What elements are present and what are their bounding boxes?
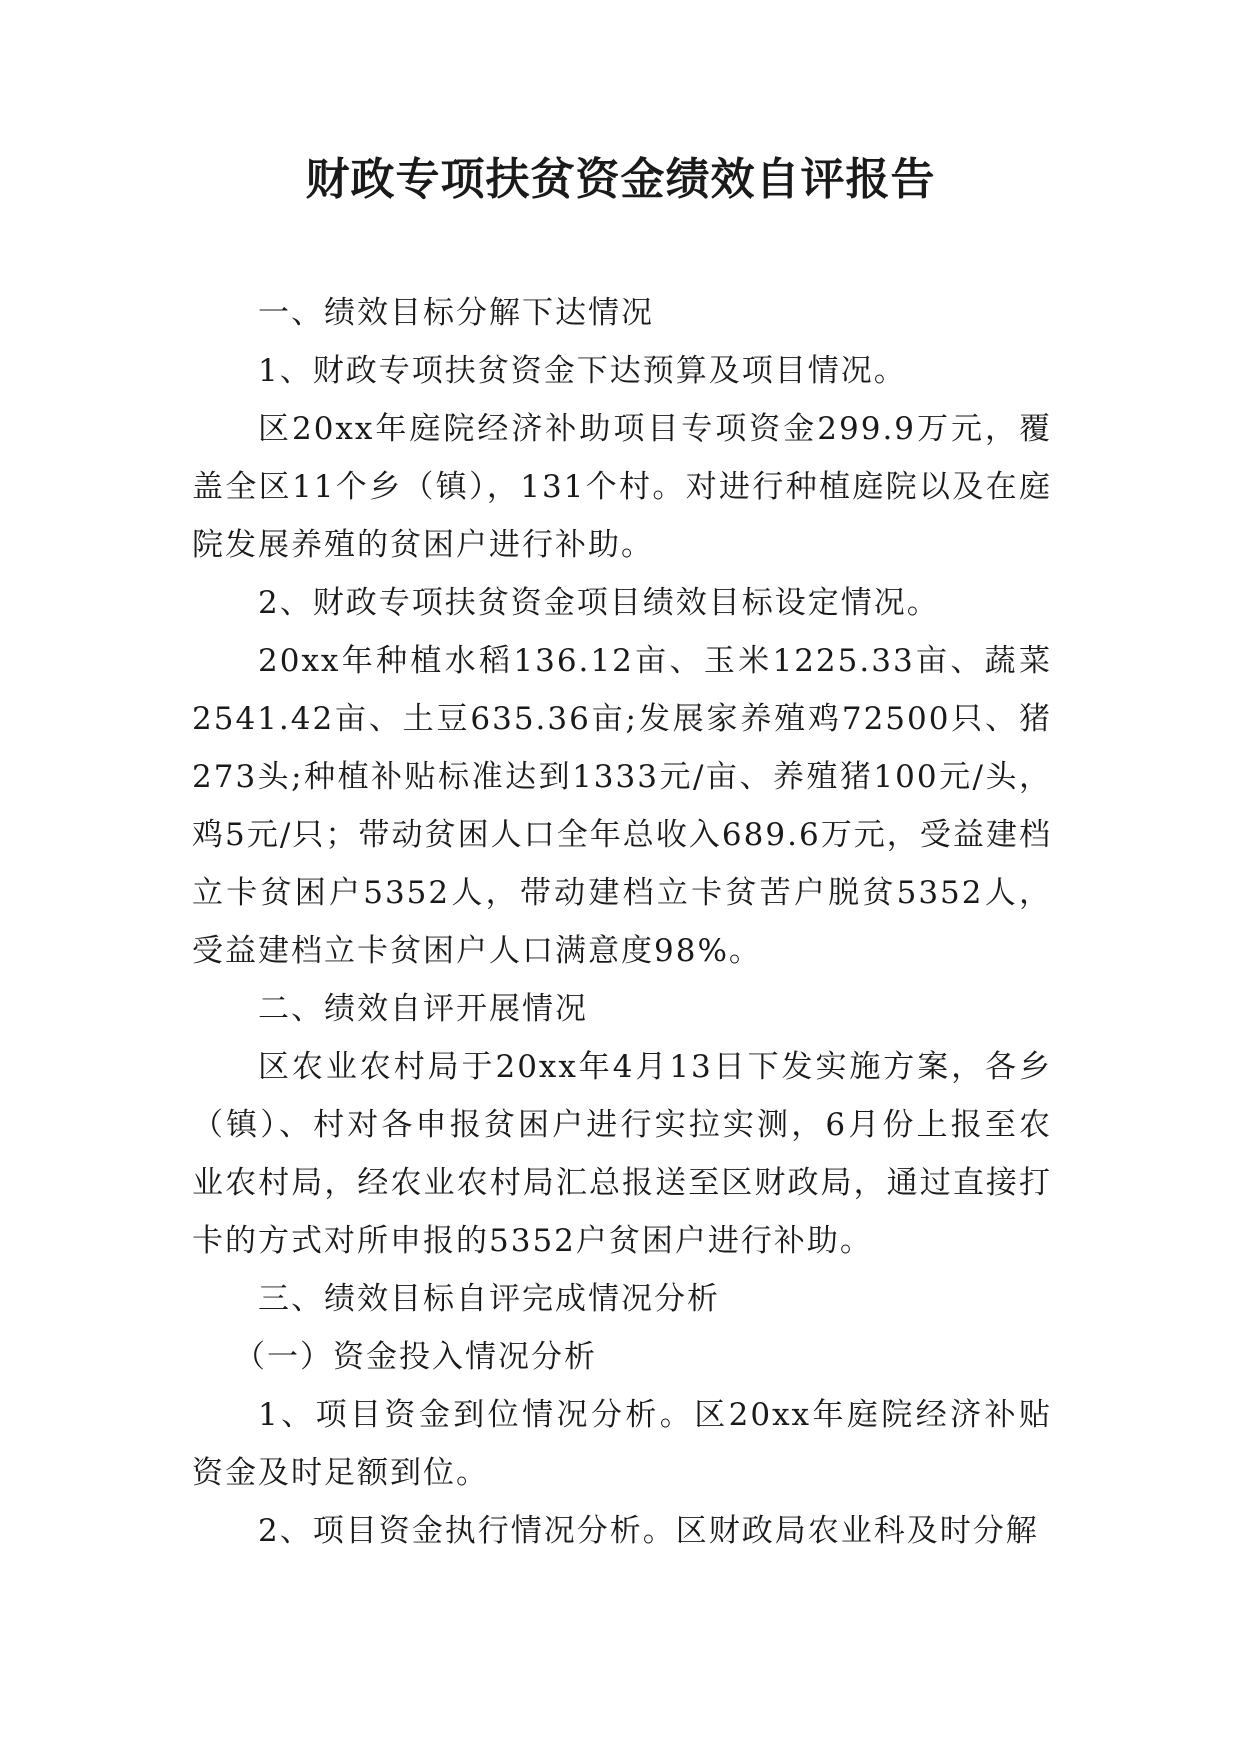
subsection-heading: 1、财政专项扶贫资金下达预算及项目情况。 <box>258 353 907 389</box>
subsection-heading: 2、财政专项扶贫资金项目绩效目标设定情况。 <box>258 585 940 621</box>
subsection-heading: （一）资金投入情况分析 <box>234 1339 597 1375</box>
body-paragraph: 区农业农村局于20xx年4月13日下发实施方案，各乡（镇）、村对各申报贫困户进行实拉实测，6月份上报至农业农村局，经农业农村局汇总报送至区财政局，通过直接打卡的方式对所申报的5352户贫困户进行补助。 <box>192 1049 1052 1259</box>
section-heading-1: 一、绩效目标分解下达情况 <box>258 295 654 331</box>
body-paragraph: 20xx年种植水稻136.12亩、玉米1225.33亩、蔬菜2541.42亩、土豆635.36亩;发展家养殖鸡72500只、猪273头;种植补贴标准达到1333元/亩、养殖猪100元/头，鸡5元/只；带动贫困人口全年总收入689.6万元，受益建档立卡贫困户5352人，带动建档立卡贫苦户脱贫5352人，受益建档立卡贫困户人口满意度98%。 <box>192 643 1053 969</box>
body-paragraph: 2、项目资金执行情况分析。区财政局农业科及时分解 <box>258 1513 1039 1549</box>
section-heading-2: 二、绩效自评开展情况 <box>258 991 588 1027</box>
document-body <box>192 284 1052 1560</box>
body-paragraph: 1、项目资金到位情况分析。区20xx年庭院经济补贴资金及时足额到位。 <box>192 1397 1052 1491</box>
document-title: 财政专项扶贫资金绩效自评报告 <box>305 154 936 205</box>
body-paragraph: 区20xx年庭院经济补助项目专项资金299.9万元，覆盖全区11个乡（镇），131个村。对进行种植庭院以及在庭院发展养殖的贫困户进行补助。 <box>192 411 1052 563</box>
section-heading-3: 三、绩效目标自评完成情况分析 <box>258 1281 720 1317</box>
